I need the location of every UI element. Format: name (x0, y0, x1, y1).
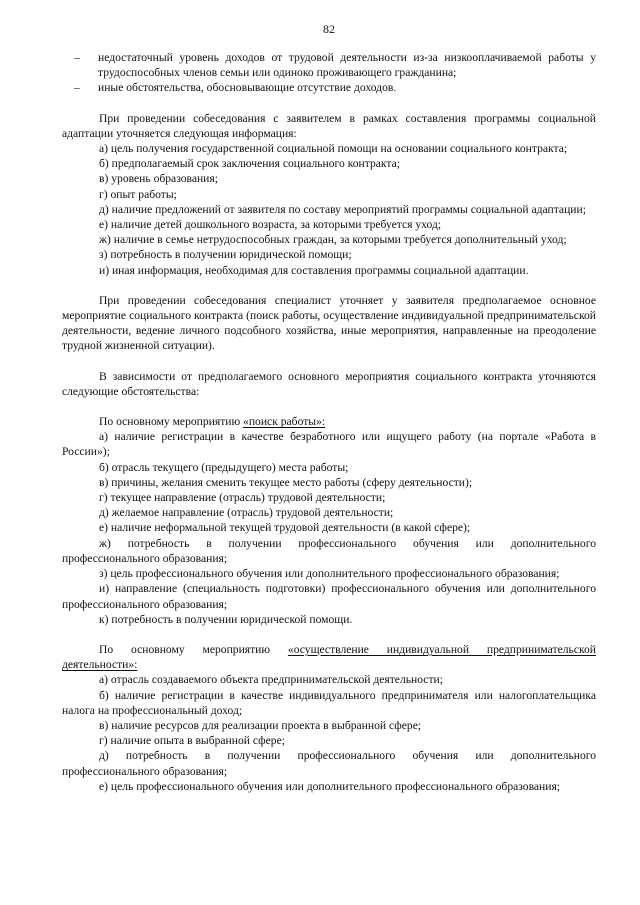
job-search-item: д) желаемое направление (отрасль) трудовой деятельности; (99, 506, 394, 520)
heading-title: «поиск работы»: (243, 415, 326, 429)
job-search-item: г) текущее направление (отрасль) трудовой деятельности; (99, 491, 386, 505)
heading-prefix: По основному мероприятию (99, 642, 288, 656)
interview-item: и) иная информация, необходимая для составления программы социальной адаптации. (99, 263, 529, 277)
specialist-paragraph: При проведении собеседования специалист уточняет у заявителя предполагаемое основное мероприятие социального контракта (поиск работы, осуществление индивидуальной предпринимательской деятельности, ведение личного подсобного хозяйства, иные мероприятия, направленные на преодоление трудной жизненной ситуации). (62, 293, 596, 353)
job-search-item: в) причины, желания сменить текущее место работы (сферу деятельности); (99, 475, 473, 489)
job-search-item: к) потребность в получении юридической помощи. (99, 612, 353, 626)
entrepreneurship-heading (62, 642, 596, 672)
entrepreneurship-item: е) цель профессионального обучения или дополнительного профессионального образования; (99, 779, 561, 793)
heading-prefix: По основному мероприятию (99, 415, 244, 429)
job-search-item: б) отрасль текущего (предыдущего) места работы; (99, 460, 349, 474)
entrepreneurship-item: а) отрасль создаваемого объекта предпринимательской деятельности; (99, 673, 443, 687)
interview-item: г) опыт работы; (99, 187, 177, 201)
job-search-heading (62, 414, 596, 429)
dash-text: недостаточный уровень доходов от трудовой деятельности из-за низкооплачиваемой работы у трудоспособных членов семьи или одиноко проживающего гражданина; (98, 51, 596, 80)
entrepreneurship-item: д) потребность в получении профессионального обучения или дополнительного профессионального образования; (62, 749, 596, 778)
dash-item (62, 80, 596, 95)
job-search-item: ж) потребность в получении профессионального обучения или дополнительного профессионального образования; (62, 536, 596, 565)
depending-paragraph: В зависимости от предполагаемого основного мероприятия социального контракта уточняются следующие обстоятельства: (62, 369, 596, 398)
dash-item (62, 50, 596, 80)
job-search-item: е) наличие неформальной текущей трудовой деятельности (в какой сфере); (99, 521, 471, 535)
page-number: 82 (323, 22, 335, 36)
job-search-item: а) наличие регистрации в качестве безработного или ищущего работу (на портале «Работа в России»); (62, 430, 596, 459)
interview-item: в) уровень образования; (99, 172, 218, 186)
interview-item: е) наличие детей дошкольного возраста, за которыми требуется уход; (99, 218, 442, 232)
entrepreneurship-item: в) наличие ресурсов для реализации проекта в выбранной сфере; (99, 718, 422, 732)
interview-item: д) наличие предложений от заявителя по составу мероприятий программы социальной адаптации; (99, 202, 586, 216)
entrepreneurship-item: б) наличие регистрации в качестве индивидуального предпринимателя или налогоплательщика налога на профессиональный доход; (62, 688, 596, 717)
entrepreneurship-item: г) наличие опыта в выбранной сфере; (99, 734, 285, 748)
interview-item: ж) наличие в семье нетрудоспособных граждан, за которыми требуется дополнительный уход; (99, 233, 567, 247)
dash-marker: – (74, 51, 80, 64)
heading-title: «осуществление индивидуальной предпринимательской деятельности»: (62, 642, 596, 672)
interview-item: б) предполагаемый срок заключения социального контракта; (99, 157, 400, 171)
job-search-item: з) цель профессионального обучения или дополнительного профессионального образования; (99, 567, 560, 581)
dash-marker: – (74, 81, 80, 95)
job-search-item: и) направление (специальность подготовки) профессионального обучения или дополнительного профессионального образования; (62, 582, 596, 611)
interview-item: а) цель получения государственной социальной помощи на основании социального контракта; (99, 142, 568, 156)
interview-item: з) потребность в получении юридической помощи; (99, 248, 352, 262)
dash-text: иные обстоятельства, обосновывающие отсутствие доходов. (98, 81, 397, 95)
interview-intro: При проведении собеседования с заявителем в рамках составления программы социальной адаптации уточняется следующая информация: (62, 111, 596, 140)
